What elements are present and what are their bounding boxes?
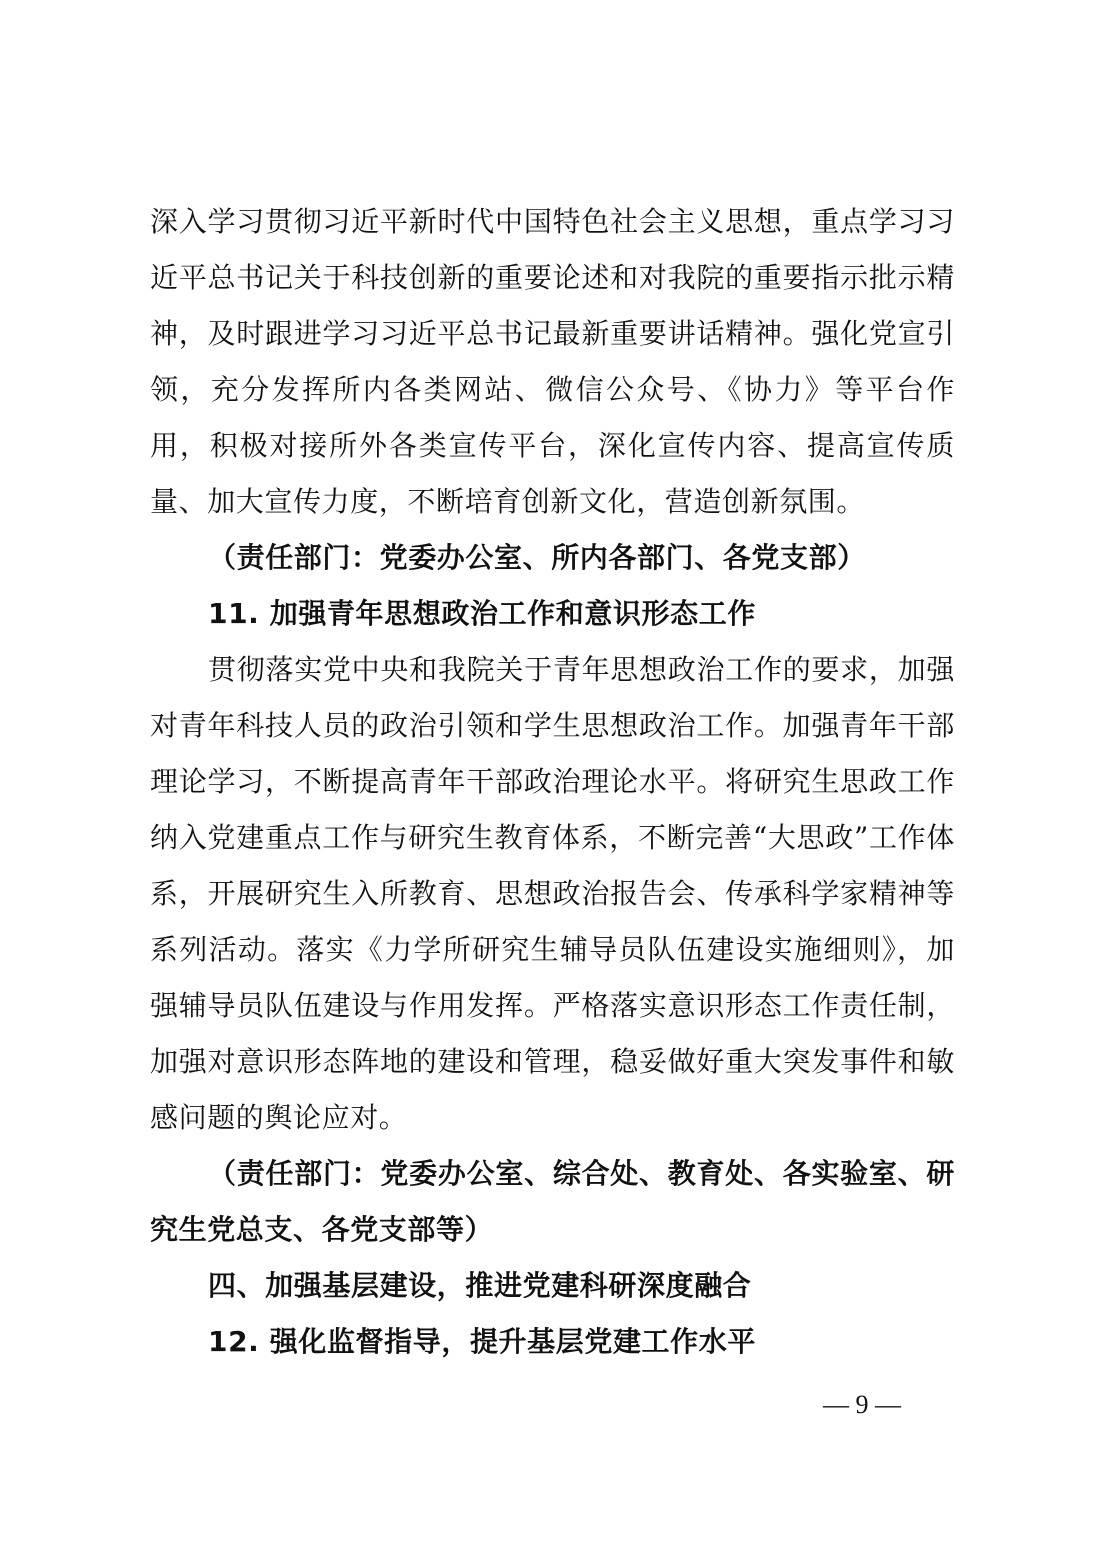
section-heading-11: 11. 加强青年思想政治工作和意识形态工作 bbox=[208, 597, 756, 630]
body-paragraph-youth: 贯彻落实党中央和我院关于青年思想政治工作的要求，加强对青年科技人员的政治引领和学生思想政治工作。加强青年干部理论学习，不断提高青年干部政治理论水平。将研究生思政工作纳入党建重点工作与研究生教育体系，不断完善“大思政”工作体系，开展研究生入所教育、思想政治报告会、传承科学家精神等系列活动。落实《力学所研究生辅导员队伍建设实施细则》，加强辅导员队伍建设与作用发挥。严格落实意识形态工作责任制，加强对意识形态阵地的建设和管理，稳妥做好重大突发事件和敏感问题的舆论应对。 bbox=[150, 653, 955, 1134]
responsibility-note-1: （责任部门：党委办公室、所内各部门、各党支部） bbox=[208, 541, 866, 574]
chapter-heading-4: 四、加强基层建设，推进党建科研深度融合 bbox=[208, 1269, 752, 1302]
page-number: — 9 — bbox=[823, 1390, 901, 1419]
document-body bbox=[150, 194, 955, 1370]
section-heading-12: 12. 强化监督指导，提升基层党建工作水平 bbox=[208, 1325, 756, 1358]
responsibility-note-2: （责任部门：党委办公室、综合处、教育处、各实验室、研究生党总支、各党支部等） bbox=[150, 1157, 955, 1246]
body-paragraph-study: 深入学习贯彻习近平新时代中国特色社会主义思想，重点学习习近平总书记关于科技创新的重要论述和对我院的重要指示批示精神，及时跟进学习习近平总书记最新重要讲话精神。强化党宣引领，充分发挥所内各类网站、微信公众号、《协力》等平台作用，积极对接所外各类宣传平台，深化宣传内容、提高宣传质量、加大宣传力度，不断培育创新文化，营造创新氛围。 bbox=[150, 205, 955, 518]
